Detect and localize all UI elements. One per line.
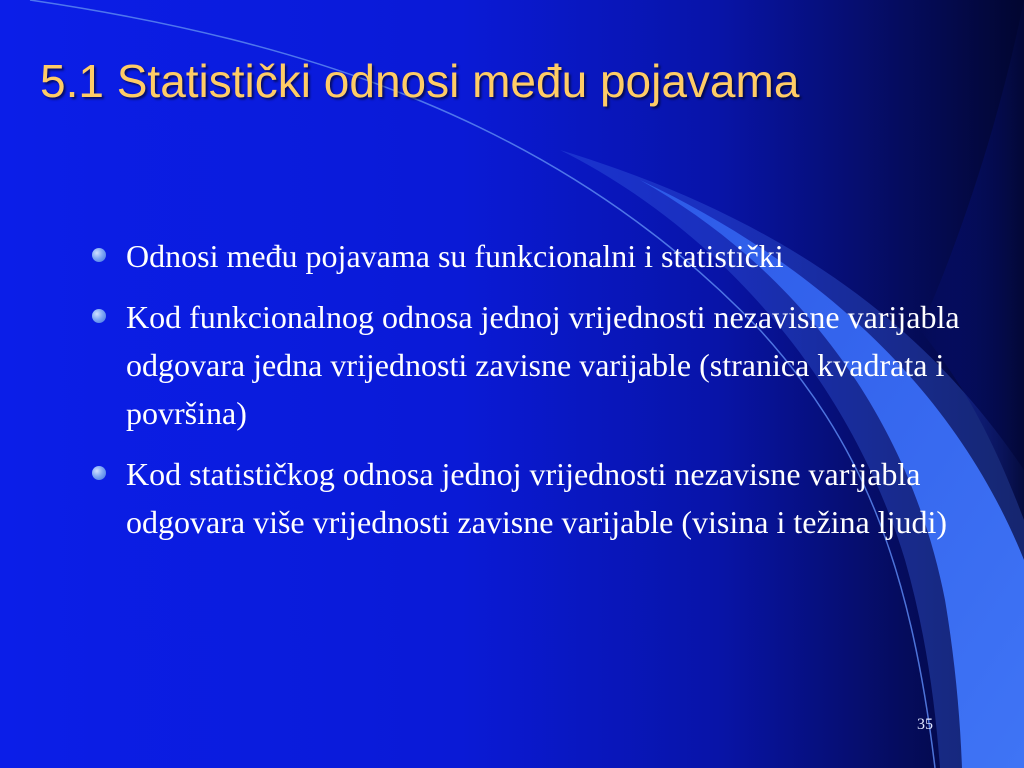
bullet-item xyxy=(90,293,970,437)
bullet-text: Odnosi među pojavama su funkcionalni i statistički xyxy=(126,238,784,274)
slide-title: 5.1 Statistički odnosi među pojavama xyxy=(40,55,800,107)
bullet-item xyxy=(90,232,970,280)
bullet-dot-icon xyxy=(92,466,106,480)
bullet-text: Kod funkcionalnog odnosa jednoj vrijednosti nezavisne varijabla odgovara jedna vrijednosti zavisne varijable (stranica kvadrata i površina) xyxy=(126,299,960,431)
bullet-dot-icon xyxy=(92,248,106,262)
bullet-list xyxy=(90,232,970,559)
bullet-dot-icon xyxy=(92,309,106,323)
slide-number: 35 xyxy=(917,716,933,733)
bullet-text: Kod statističkog odnosa jednoj vrijednosti nezavisne varijabla odgovara više vrijednosti zavisne varijable (visina i težina ljudi) xyxy=(126,456,948,540)
bullet-item xyxy=(90,450,970,546)
